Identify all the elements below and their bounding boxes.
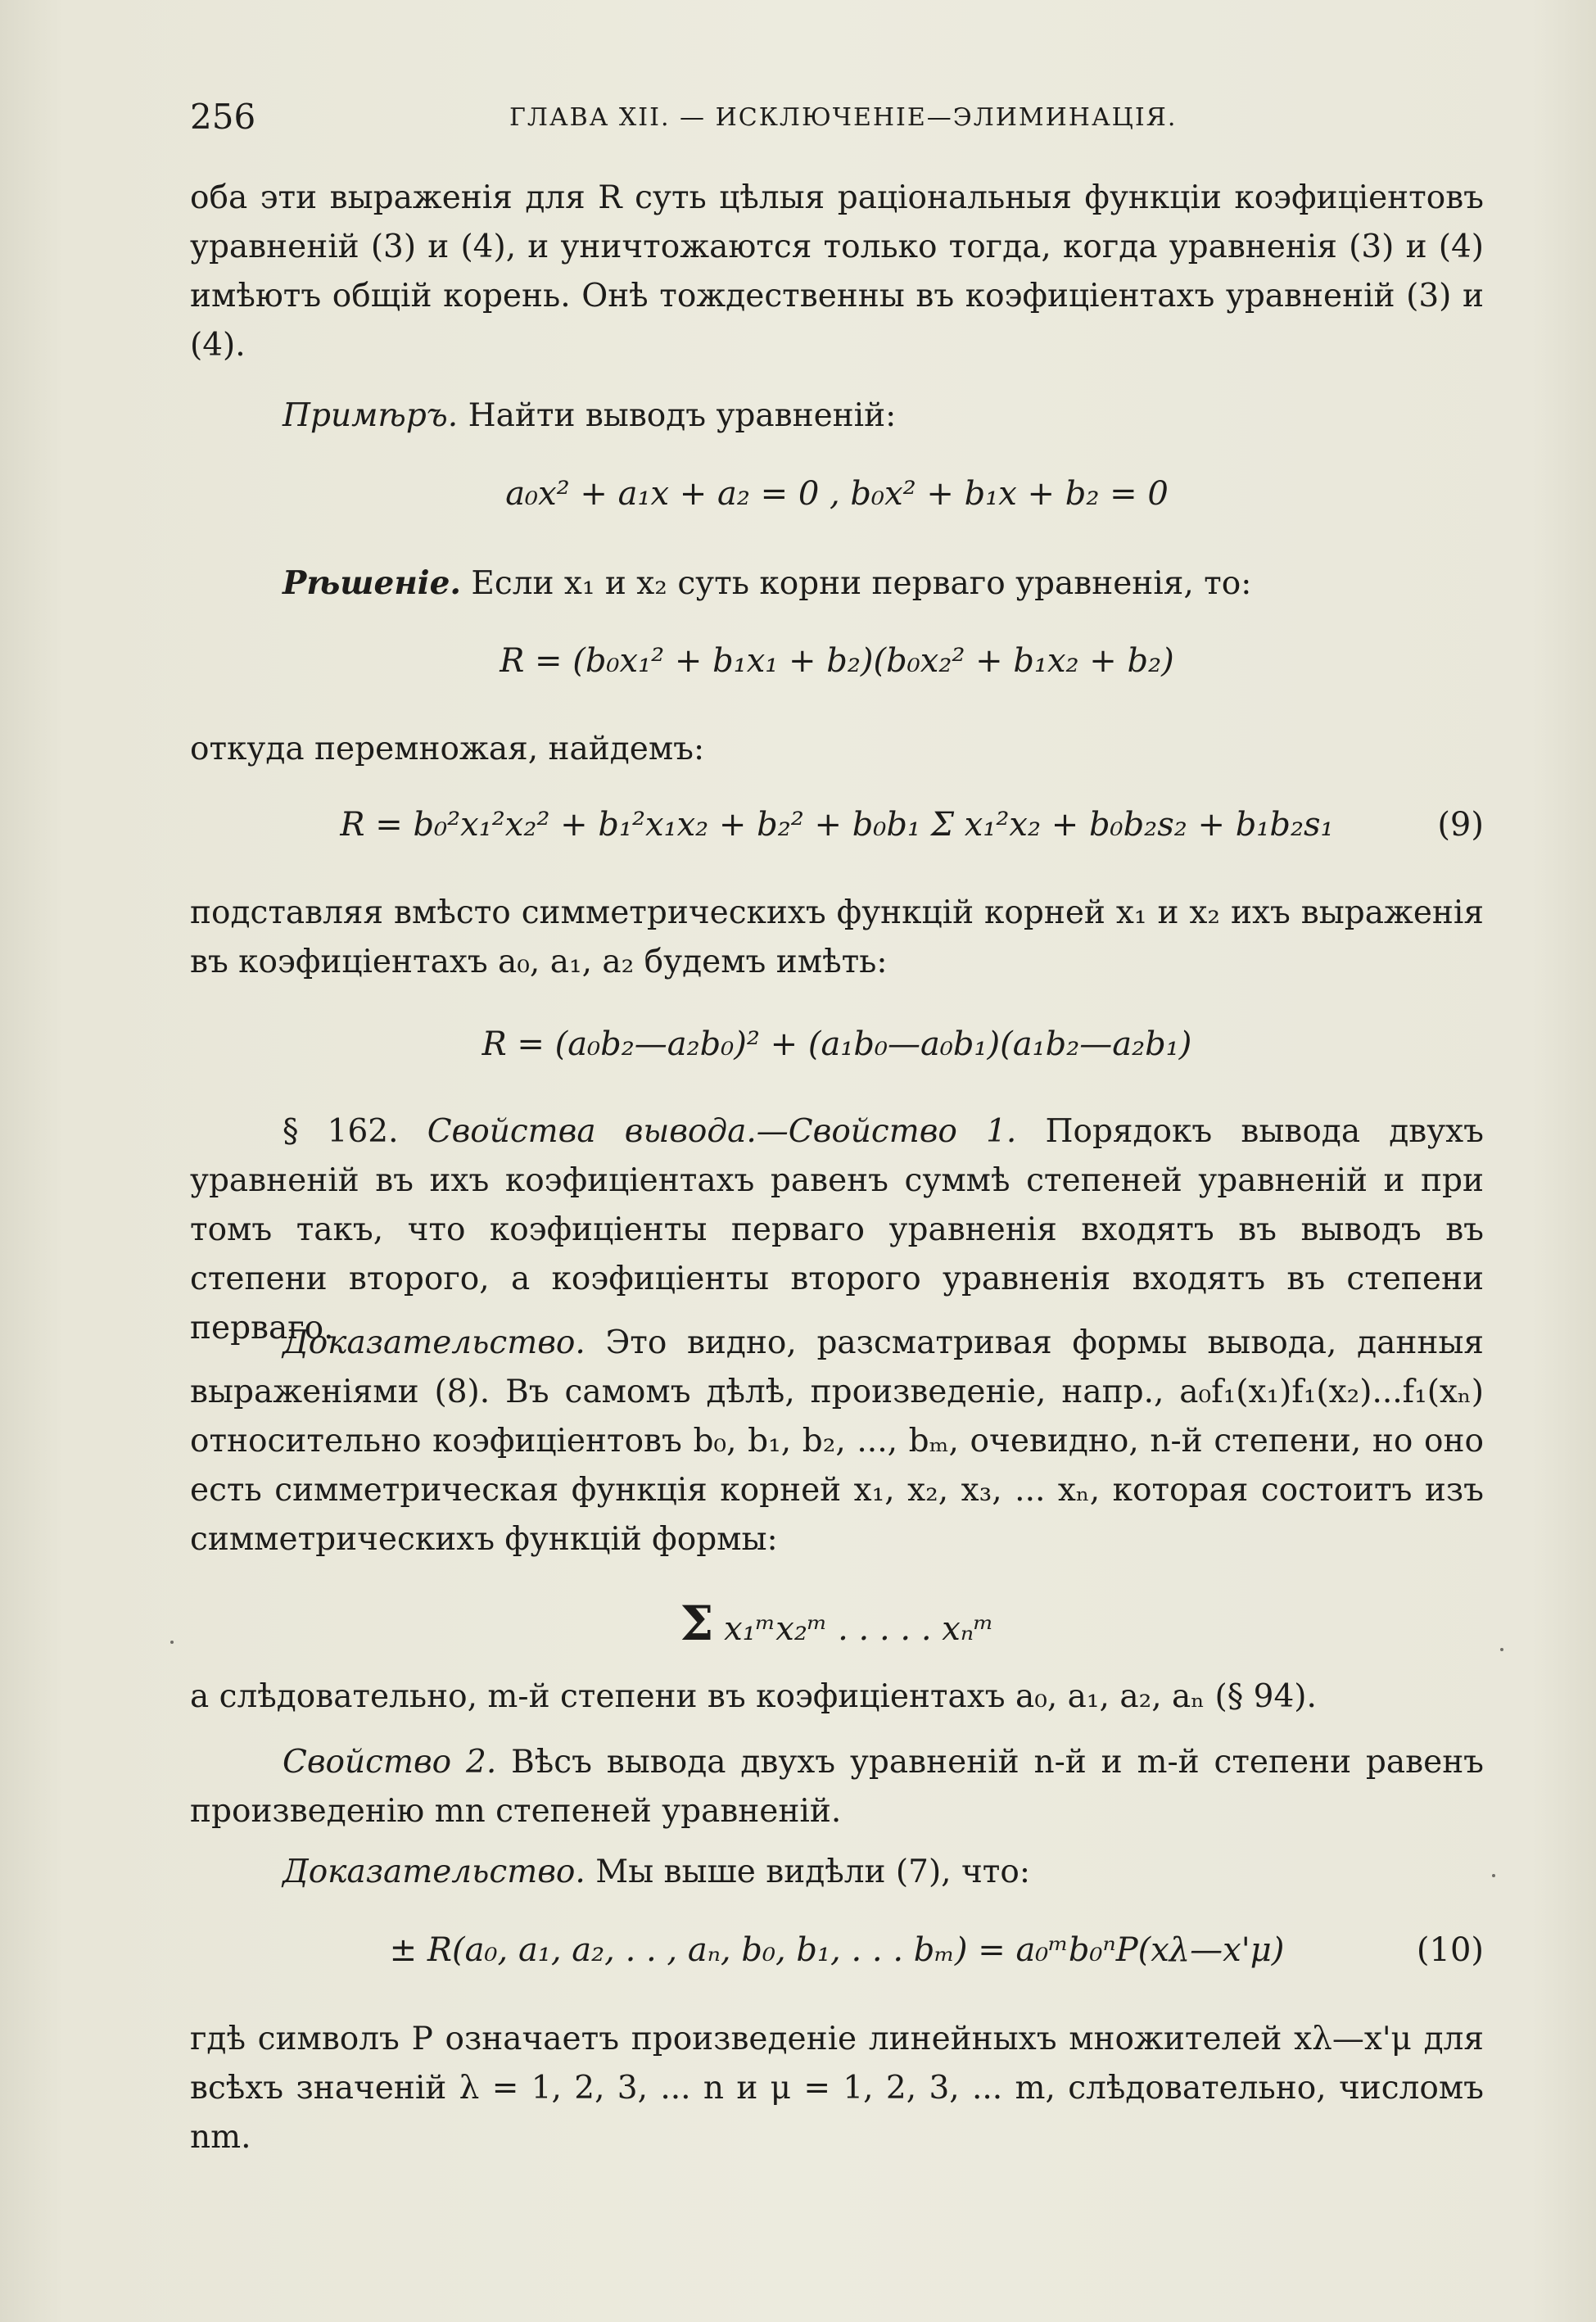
property-2-text: Вѣсъ вывода двухъ уравненій n-й и m-й степени равенъ произведенію mn степеней уравненій. [190, 1744, 1484, 1830]
paragraph-continuation: оба эти выраженія для R суть цѣлыя раціональныя функціи коэфиціентовъ уравненій (3) и (4), и уничтожаются только тогда, когда уравненія (3) и (4) имѣютъ общій корень. Онѣ тождественны въ коэфиціентахъ уравненій (3) и (4). [190, 179, 1484, 364]
proof-1-text: Это видно, разсматривая формы вывода, данныя выраженіями (8). Въ самомъ дѣлѣ, произведеніе, напр., a₀f₁(x₁)f₁(x₂)...f₁(xₙ) относительно коэфиціентовъ b₀, b₁, b₂, ..., bₘ, очевидно, n-й степени, но оно есть симметрическая функція корней x₁, x₂, x₃, ... xₙ, которая состоитъ изъ симметрическихъ функцій формы: [190, 1324, 1484, 1558]
sigma-symbol: Σ [680, 1596, 714, 1651]
proof-2-label: Доказательство. [283, 1854, 586, 1890]
paper-speck [170, 1641, 174, 1644]
example-label: Примѣръ. [283, 397, 459, 434]
solution-label: Рѣшеніе. [283, 564, 461, 602]
page-number: 256 [190, 97, 256, 137]
solution-text: Если x₁ и x₂ суть корни перваго уравненія, то: [471, 565, 1252, 602]
substituting-paragraph: подставляя вмѣсто симметрическихъ функцій корней x₁ и x₂ ихъ выраженія въ коэфиціентахъ a₀, a₁, a₂ будемъ имѣть: [190, 894, 1484, 980]
formula-resultant-expanded: R = (a₀b₂—a₂b₀)² + (a₁b₀—a₀b₁)(a₁b₂—a₂b₁) [482, 1025, 1192, 1063]
proof-1-paragraph [190, 1319, 1484, 1564]
property-2-paragraph [190, 1738, 1484, 1836]
proof-2-paragraph [190, 1848, 1484, 1897]
formula-symmetric-function [190, 1596, 1484, 1651]
section-162-paragraph [190, 1107, 1484, 1353]
example-paragraph [190, 392, 1484, 441]
consequently-paragraph: а слѣдовательно, m-й степени въ коэфиціентахъ a₀, a₁, a₂, aₙ (§ 94). [190, 1678, 1317, 1715]
property-2-label: Свойство 2. [283, 1744, 497, 1781]
equation-number-9: (9) [1437, 806, 1484, 844]
page-header [190, 97, 1484, 146]
example-text: Найти выводъ уравненій: [468, 397, 897, 434]
running-title: ГЛАВА XII. — ИСКЛЮЧЕНІЕ—ЭЛИМИНАЦІЯ. [509, 103, 1178, 132]
formula-10-body: ± R(a₀, a₁, a₂, . . , aₙ, b₀, b₁, . . . bₘ) = a₀ᵐb₀ⁿP(xλ—x'μ) [389, 1931, 1285, 1969]
proof-1-label: Доказательство. [283, 1324, 586, 1361]
equation-number-10: (10) [1416, 1931, 1484, 1969]
paper-speck [1492, 1874, 1495, 1877]
formula-resultant-product: R = (b₀x₁² + b₁x₁ + b₂)(b₀x₂² + b₁x₂ + b₂) [500, 642, 1174, 680]
proof-2-text: Мы выше видѣли (7), что: [595, 1854, 1030, 1890]
symbol-p-paragraph: гдѣ символъ P означаетъ произведеніе линейныхъ множителей xλ—x'μ для всѣхъ значеній λ = 1, 2, 3, ... n и μ = 1, 2, 3, ... m, слѣдовательно, числомъ nm. [190, 2021, 1484, 2156]
property-1-label: Свойства вывода.—Свойство 1. [427, 1113, 1017, 1150]
formula-9 [190, 806, 1484, 844]
property-1-text: Порядокъ вывода двухъ уравненій въ ихъ коэфиціентахъ равенъ суммѣ степеней уравненій и при томъ такъ, что коэфиціенты перваго уравненія входятъ въ выводъ въ степени второго, а коэфиціенты второго уравненія входятъ въ степени перваго. [190, 1113, 1484, 1347]
formula-equations: a₀x² + a₁x + a₂ = 0 , b₀x² + b₁x + b₂ = 0 [505, 475, 1169, 513]
solution-paragraph [190, 559, 1484, 609]
formula-10 [190, 1931, 1484, 1969]
paper-speck [1500, 1648, 1503, 1651]
symmetric-function-body: x₁ᵐx₂ᵐ . . . . . xₙᵐ [724, 1610, 994, 1648]
formula-9-body: R = b₀²x₁²x₂² + b₁²x₁x₂ + b₂² + b₀b₁ Σ x₁²x₂ + b₀b₂s₂ + b₁b₂s₁ [340, 806, 1334, 844]
section-number: § 162. [283, 1113, 399, 1150]
multiplying-paragraph: откуда перемножая, найдемъ: [190, 731, 705, 767]
